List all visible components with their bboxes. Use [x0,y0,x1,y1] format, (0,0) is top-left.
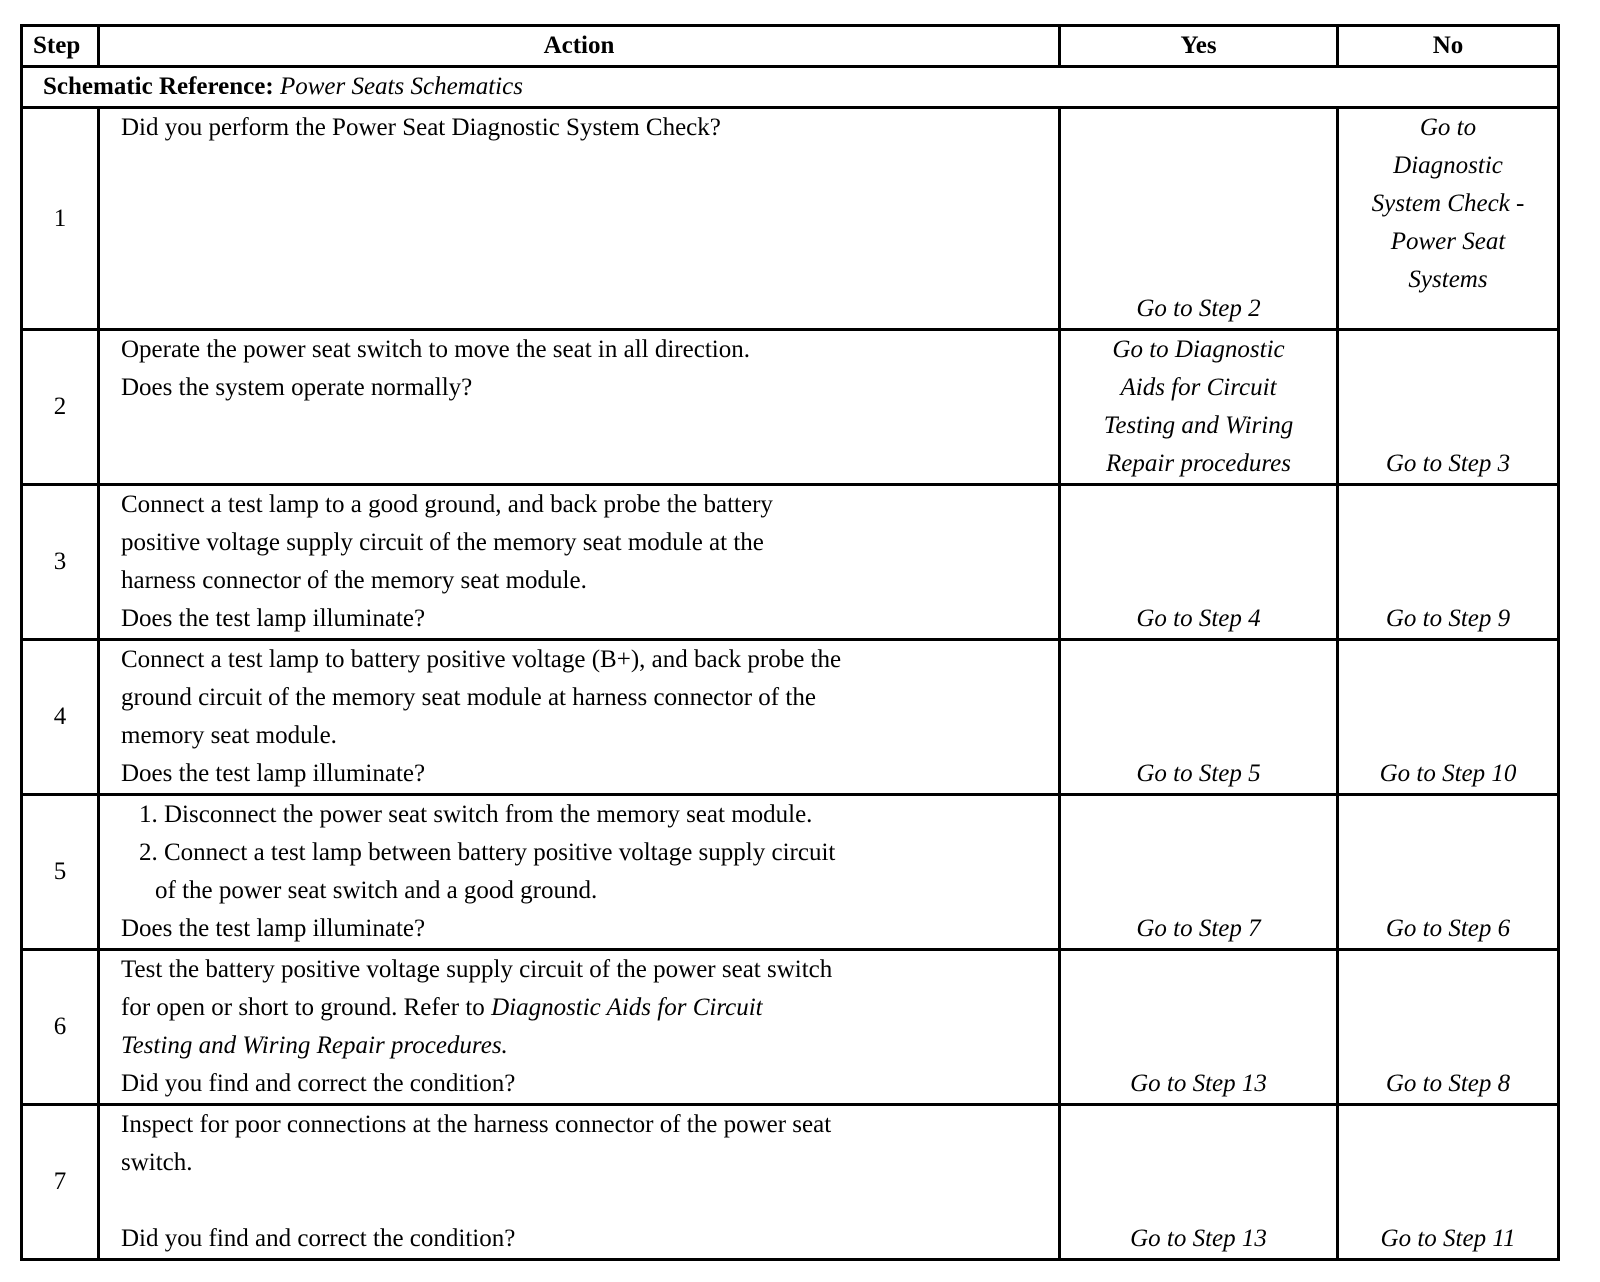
action-cell [99,485,1060,640]
table-row [22,108,1559,330]
no-result[interactable]: Go to Step 9 [1338,485,1559,640]
no-result[interactable]: Go to Step 10 [1338,640,1559,795]
yes-result[interactable]: Go to Step 2 [1060,108,1338,330]
action-text: Does the test lamp illuminate? [121,915,426,942]
yes-result[interactable]: Go to Step 4 [1060,485,1338,640]
no-result[interactable]: Go to Step 3 [1338,330,1559,485]
diagnostic-table [20,24,1560,1261]
action-line [121,679,1058,717]
action-text: for open or short to ground. Refer to [121,994,492,1021]
action-text: Did you perform the Power Seat Diagnostic System Check? [121,114,721,141]
action-text: Did you find and correct the condition? [121,1225,516,1252]
yes-result[interactable]: Go to Step 5 [1060,640,1338,795]
procedure-reference[interactable]: Testing and Wiring Repair procedures. [121,1032,508,1059]
action-text: Does the test lamp illuminate? [121,760,426,787]
yes-result[interactable]: Go to Step 13 [1060,950,1338,1105]
no-result[interactable]: Go to Step 11 [1338,1105,1559,1260]
action-cell [99,950,1060,1105]
no-result[interactable]: Go to Step 6 [1338,795,1559,950]
action-text: 2. Connect a test lamp between battery positive voltage supply circuit [139,839,836,866]
header-no: No [1338,26,1559,67]
action-text: 1. Disconnect the power seat switch from the memory seat module. [139,801,813,828]
header-yes: Yes [1060,26,1338,67]
action-line [121,717,1058,755]
action-text: harness connector of the memory seat module. [121,567,587,594]
action-text: switch. [121,1149,193,1176]
action-line [121,369,1058,407]
table-row [22,950,1559,1105]
action-line [121,1220,1058,1258]
header-action: Action [99,26,1060,67]
step-number: 4 [22,640,99,795]
action-text: ground circuit of the memory seat module at harness connector of the [121,684,816,711]
action-text: of the power seat switch and a good ground. [155,877,598,904]
action-line [121,1065,1058,1103]
action-line [121,910,1058,948]
action-text: memory seat module. [121,722,337,749]
action-line [121,755,1058,793]
action-line [121,1106,1058,1144]
action-line [121,486,1058,524]
action-text: Did you find and correct the condition? [121,1070,516,1097]
no-result[interactable]: Go to Step 8 [1338,950,1559,1105]
table-row [22,640,1559,795]
action-line [121,872,1058,910]
table-row [22,1105,1559,1260]
action-line [121,641,1058,679]
action-line [121,796,1058,834]
action-line [121,989,1058,1027]
table-row [22,485,1559,640]
action-cell [99,640,1060,795]
step-number: 3 [22,485,99,640]
schematic-reference [22,67,1559,108]
action-line [121,834,1058,872]
table-row [22,330,1559,485]
step-number: 6 [22,950,99,1105]
action-line [121,562,1058,600]
schematic-label: Schematic Reference: [43,73,274,100]
yes-result[interactable]: Go to Diagnostic Aids for Circuit Testing and Wiring Repair procedures [1060,330,1338,485]
action-line [121,331,1058,369]
step-number: 1 [22,108,99,330]
action-line [121,951,1058,989]
action-line [121,1182,1058,1220]
action-line [121,109,1058,147]
action-cell [99,1105,1060,1260]
action-text: Test the battery positive voltage supply circuit of the power seat switch [121,956,833,983]
action-text: Operate the power seat switch to move the seat in all direction. [121,336,750,363]
action-text: Does the system operate normally? [121,374,473,401]
schematic-link[interactable]: Power Seats Schematics [279,73,523,100]
action-text: Inspect for poor connections at the harness connector of the power seat [121,1111,832,1138]
procedure-reference[interactable]: Diagnostic Aids for Circuit [491,994,763,1021]
action-text: Connect a test lamp to battery positive voltage (B+), and back probe the [121,646,842,673]
action-cell [99,795,1060,950]
step-number: 7 [22,1105,99,1260]
action-text: Connect a test lamp to a good ground, and back probe the battery [121,491,773,518]
no-result[interactable]: Go to Diagnostic System Check - Power Seat Systems [1338,108,1559,330]
step-number: 2 [22,330,99,485]
yes-result[interactable]: Go to Step 13 [1060,1105,1338,1260]
action-line [121,1144,1058,1182]
action-line [121,1027,1058,1065]
step-number: 5 [22,795,99,950]
action-line [121,524,1058,562]
table-row [22,795,1559,950]
action-cell [99,108,1060,330]
action-cell [99,330,1060,485]
action-text: Does the test lamp illuminate? [121,605,426,632]
header-row [22,26,1559,67]
action-text: positive voltage supply circuit of the memory seat module at the [121,529,764,556]
action-line [121,600,1058,638]
yes-result[interactable]: Go to Step 7 [1060,795,1338,950]
header-step: Step [22,26,99,67]
schematic-reference-row [22,67,1559,108]
